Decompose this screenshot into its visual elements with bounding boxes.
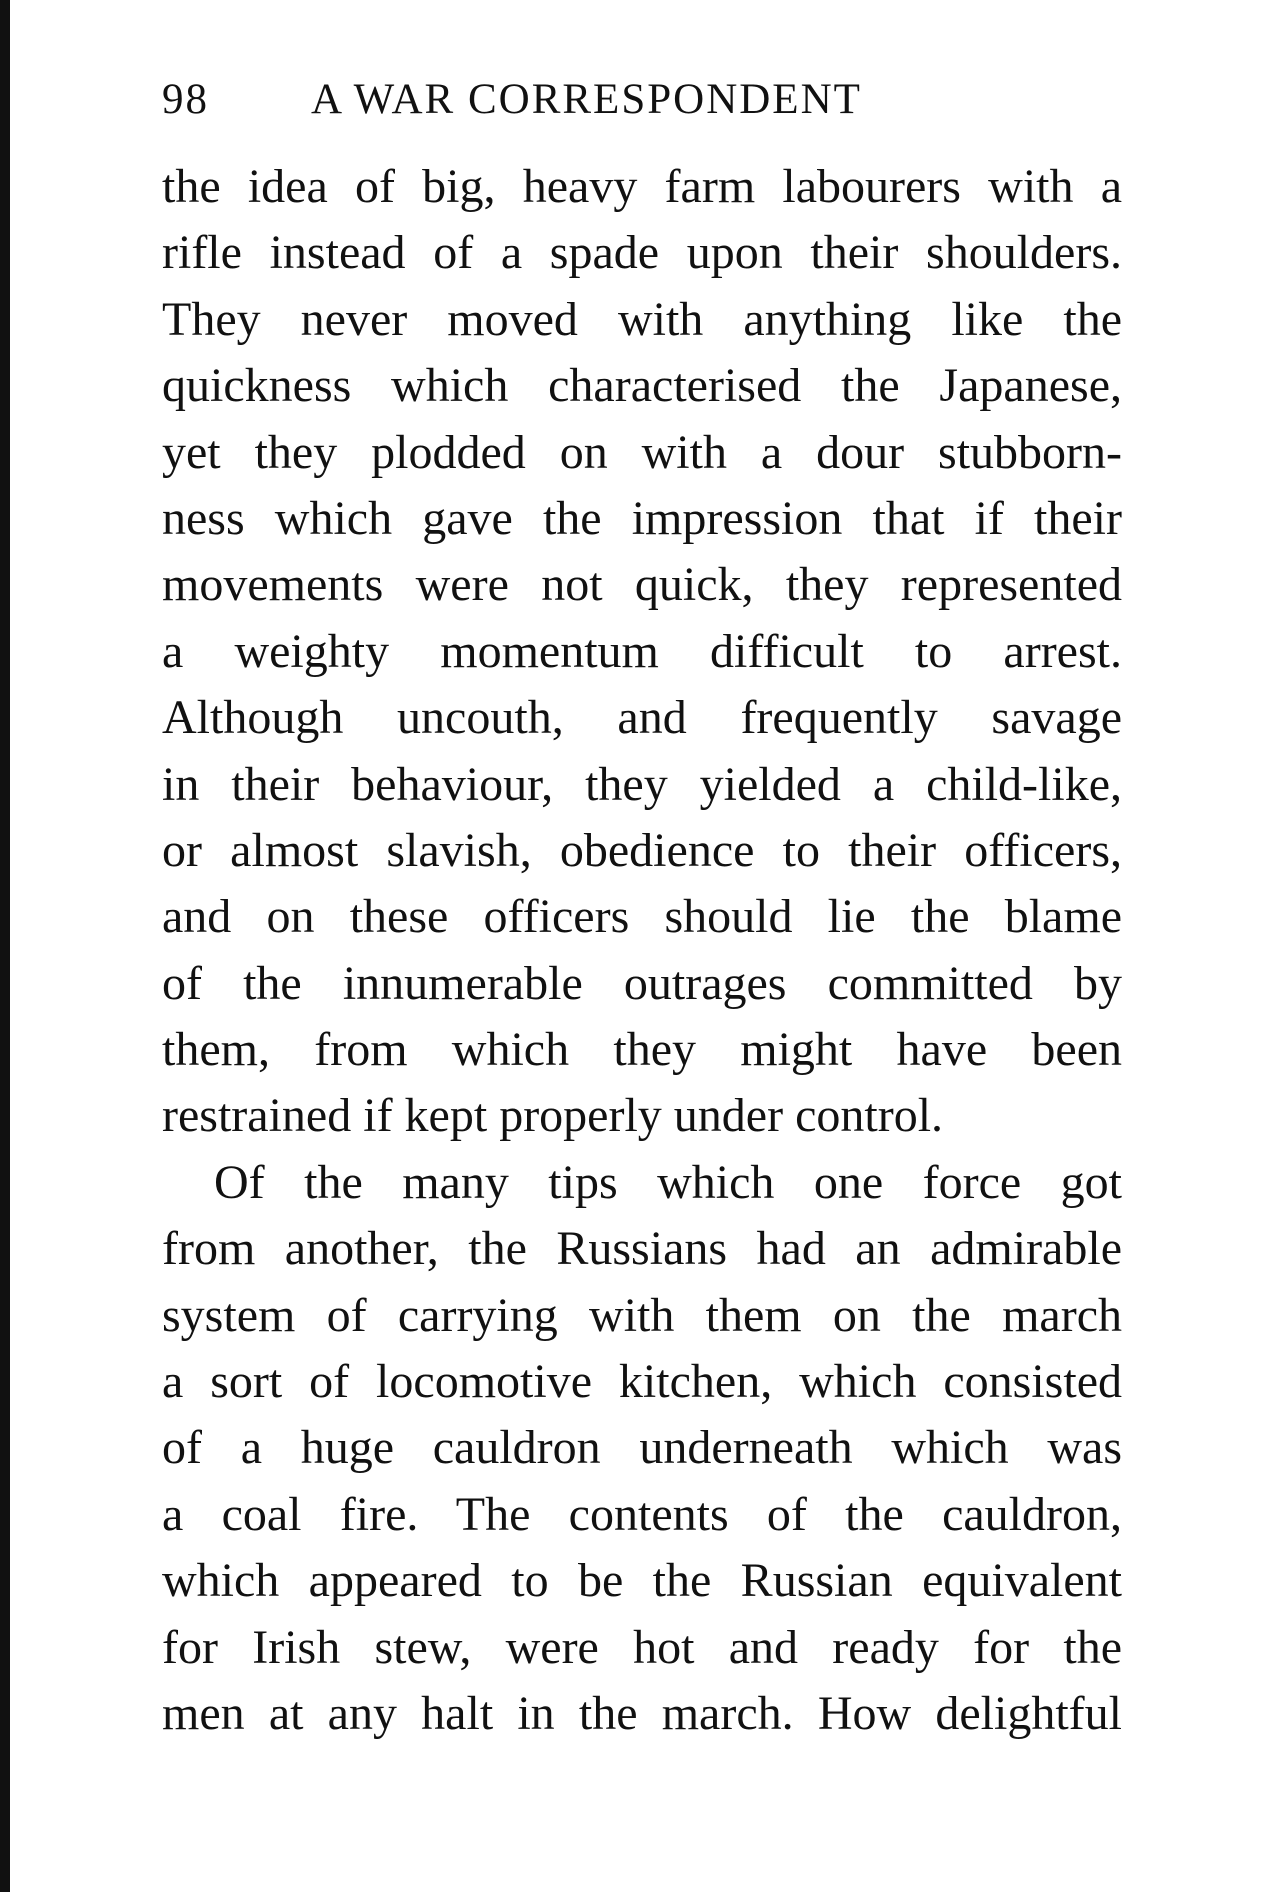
text-line: rifle instead of a spade upon their shoulders. (162, 226, 1122, 280)
text-line: or almost slavish, obedience to their officers, (162, 823, 1122, 877)
text-line: the idea of big, heavy farm labourers with a (162, 160, 1122, 213)
running-title: A WAR CORRESPONDENT (311, 76, 862, 123)
text-line: and on these officers should lie the blame (162, 890, 1122, 944)
text-line: of a huge cauldron underneath which was (162, 1421, 1122, 1475)
text-line: for Irish stew, were hot and ready for the (162, 1620, 1122, 1674)
page-number: 98 (162, 76, 209, 123)
text-line: ness which gave the impression that if their (162, 491, 1122, 545)
text-line: a sort of locomotive kitchen, which consisted (162, 1355, 1122, 1409)
text-line: which appeared to be the Russian equivalent (162, 1554, 1122, 1608)
text-line: of the innumerable outrages committed by (162, 956, 1122, 1010)
paragraph-1 (162, 154, 1122, 1150)
text-line: They never moved with anything like the (162, 292, 1122, 346)
text-line: from another, the Russians had an admirable (162, 1222, 1122, 1276)
text-line: men at any halt in the march. How delightful (162, 1686, 1122, 1740)
running-header (162, 70, 1122, 130)
text-line: quickness which characterised the Japanese, (162, 359, 1122, 413)
body-text (162, 154, 1122, 1747)
text-line: a coal fire. The contents of the cauldron, (162, 1487, 1122, 1541)
page-binding-edge (0, 0, 10, 1892)
text-line: them, from which they might have been (162, 1023, 1122, 1077)
text-line: movements were not quick, they represented (162, 558, 1122, 612)
text-line: in their behaviour, they yielded a child-like, (162, 757, 1122, 811)
text-line: yet they plodded on with a dour stubborn- (162, 425, 1122, 479)
text-line: restrained if kept properly under control. (162, 1089, 944, 1143)
text-line: Although uncouth, and frequently savage (162, 691, 1122, 745)
text-line: Of the many tips which one force got (214, 1155, 1122, 1209)
paragraph-2 (162, 1150, 1122, 1748)
text-line: a weighty momentum difficult to arrest. (162, 624, 1122, 678)
text-line: system of carrying with them on the march (162, 1288, 1122, 1342)
